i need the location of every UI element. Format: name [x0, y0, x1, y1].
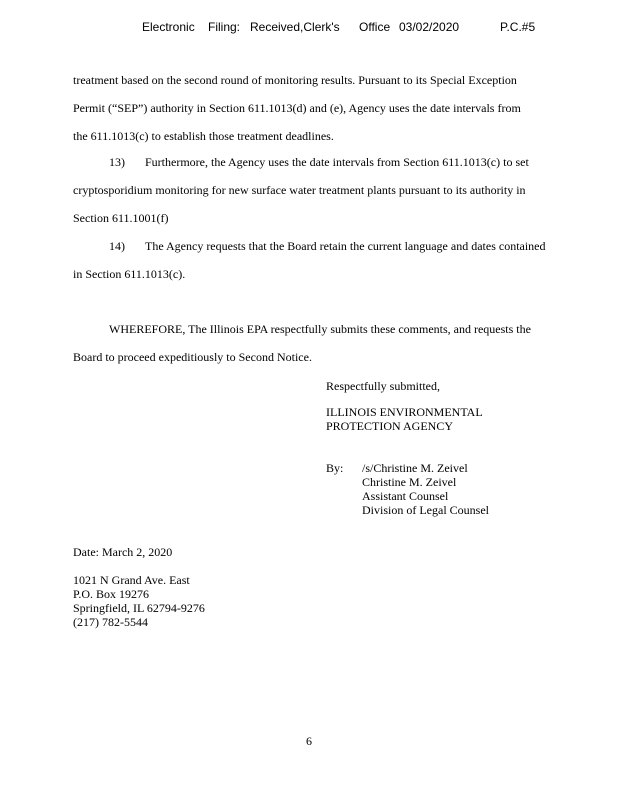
text-line — [73, 148, 603, 176]
paragraph-14 — [73, 232, 603, 288]
paragraph-13 — [73, 148, 603, 232]
text-span: The Agency requests that the Board retain the current language and dates contained — [145, 239, 546, 253]
paragraph-number: 13) — [109, 155, 125, 169]
agency-name — [326, 405, 483, 433]
page-number: 6 — [306, 734, 312, 748]
text-span: Furthermore, the Agency uses the date intervals from Section 611.1013(c) to set — [145, 155, 529, 169]
signature-block — [362, 461, 489, 517]
signer-name: Christine M. Zeivel — [362, 475, 457, 489]
text-line: Section 611.1001(f) — [73, 211, 169, 225]
header-received-clerk: Received,Clerk's — [250, 20, 340, 34]
header-date: 03/02/2020 — [399, 20, 460, 34]
text-line — [73, 232, 603, 260]
header-filing: Filing: — [208, 20, 241, 34]
header-office: Office — [359, 20, 391, 34]
text-line: Board to proceed expeditiously to Second Notice. — [73, 350, 312, 364]
text-line: cryptosporidium monitoring for new surface water treatment plants pursuant to its authority in — [73, 183, 526, 197]
address-line: 1021 N Grand Ave. East — [73, 573, 190, 587]
text-line: the 611.1013(c) to establish those treatment deadlines. — [73, 129, 334, 143]
paragraph-number: 14) — [109, 239, 125, 253]
by-label: By: — [326, 461, 344, 475]
agency-name-line: ILLINOIS ENVIRONMENTAL — [326, 405, 483, 419]
text-line: treatment based on the second round of monitoring results. Pursuant to its Special Exception — [73, 73, 517, 87]
closing: Respectfully submitted, — [326, 379, 440, 393]
header-electronic: Electronic — [142, 20, 195, 34]
paragraph-continued — [73, 66, 603, 150]
signer-division: Division of Legal Counsel — [362, 503, 489, 517]
address-block — [73, 573, 205, 629]
text-line: WHEREFORE, The Illinois EPA respectfully submits these comments, and requests the — [109, 322, 531, 336]
electronic-signature: /s/Christine M. Zeivel — [362, 461, 468, 475]
text-line: Permit (“SEP”) authority in Section 611.1013(d) and (e), Agency uses the date intervals from — [73, 101, 521, 115]
agency-name-line: PROTECTION AGENCY — [326, 419, 454, 433]
phone-number: (217) 782-5544 — [73, 615, 148, 629]
date-line: Date: March 2, 2020 — [73, 545, 173, 559]
header-pc-number: P.C.#5 — [500, 20, 536, 34]
wherefore-paragraph — [73, 315, 603, 371]
address-line: P.O. Box 19276 — [73, 587, 150, 601]
address-line: Springfield, IL 62794-9276 — [73, 601, 205, 615]
signer-title: Assistant Counsel — [362, 489, 449, 503]
text-line: in Section 611.1013(c). — [73, 267, 186, 281]
